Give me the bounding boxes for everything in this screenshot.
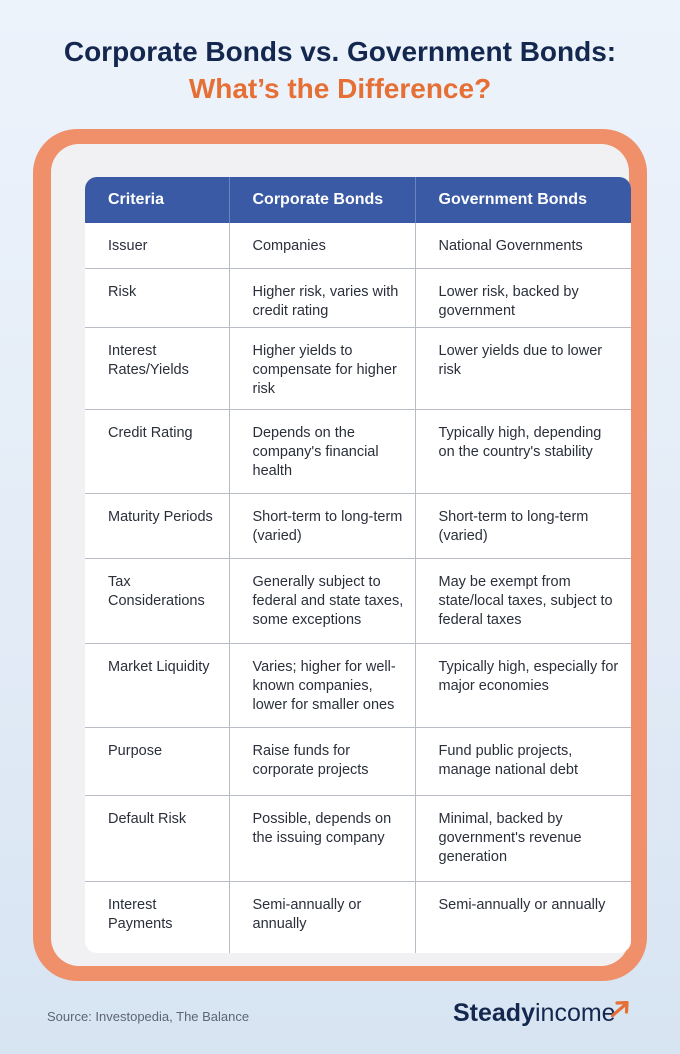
logo-arrow-icon <box>611 1001 629 1017</box>
criteria-cell: Interest Payments <box>85 881 229 953</box>
orange-frame <box>33 129 647 981</box>
government-cell: Fund public projects, manage national debt <box>415 727 631 795</box>
table-row <box>85 558 631 643</box>
criteria-cell: Issuer <box>108 238 148 254</box>
criteria-cell: Credit Rating <box>85 409 229 493</box>
corporate-cell: Depends on the company's financial health <box>229 409 415 493</box>
corporate-cell: Varies; higher for well-known companies, lower for smaller ones <box>229 643 415 727</box>
comparison-table <box>85 177 631 953</box>
corporate-cell: Semi-annually or annually <box>229 881 415 953</box>
government-cell: Typically high, especially for major economies <box>415 643 631 727</box>
table-row <box>85 643 631 727</box>
government-cell: Short-term to long-term (varied) <box>415 493 631 558</box>
criteria-cell: Market Liquidity <box>85 643 229 727</box>
criteria-cell: Risk <box>85 268 229 327</box>
criteria-cell: Purpose <box>85 727 229 795</box>
column-header: Corporate Bonds <box>229 177 415 223</box>
corporate-cell: Higher risk, varies with credit rating <box>229 268 415 327</box>
logo-text-steady: Steady <box>453 999 535 1027</box>
government-cell: Minimal, backed by government's revenue generation <box>415 795 631 881</box>
table-row <box>85 409 631 493</box>
table-header-row <box>85 177 631 223</box>
criteria-cell: Interest Rates/Yields <box>85 327 229 409</box>
table-row <box>85 493 631 558</box>
table-row <box>85 727 631 795</box>
government-cell: Lower risk, backed by government <box>415 268 631 327</box>
government-cell: Lower yields due to lower risk <box>415 327 631 409</box>
corporate-cell: Short-term to long-term (varied) <box>229 493 415 558</box>
page-subtitle: What’s the Difference? <box>188 73 492 104</box>
table-row <box>85 795 631 881</box>
frame-inner <box>51 144 629 966</box>
corporate-cell: Generally subject to federal and state taxes, some exceptions <box>229 558 415 643</box>
government-cell: Typically high, depending on the country's stability <box>415 409 631 493</box>
criteria-cell: Tax Considerations <box>85 558 229 643</box>
steadyincome-logo <box>453 999 616 1035</box>
corporate-cell: Raise funds for corporate projects <box>229 727 415 795</box>
corporate-cell: Higher yields to compensate for higher risk <box>229 327 415 409</box>
column-header: Government Bonds <box>415 177 631 223</box>
criteria-cell: Maturity Periods <box>85 493 229 558</box>
corporate-cell: Companies <box>229 223 415 268</box>
comparison-table-card <box>85 177 631 953</box>
logo-text-income: income <box>534 999 616 1027</box>
government-cell: Semi-annually or annually <box>415 881 631 953</box>
source-note: Source: Investopedia, The Balance <box>47 1009 250 1024</box>
government-cell: National Governments <box>415 223 631 268</box>
table-row <box>85 327 631 409</box>
government-cell: May be exempt from state/local taxes, subject to federal taxes <box>415 558 631 643</box>
page-title: Corporate Bonds vs. Government Bonds: <box>63 36 617 67</box>
criteria-cell: Default Risk <box>85 795 229 881</box>
column-header: Criteria <box>85 177 229 223</box>
table-row <box>85 223 631 268</box>
corporate-cell: Possible, depends on the issuing company <box>229 795 415 881</box>
table-row <box>85 881 631 953</box>
table-row <box>85 268 631 327</box>
